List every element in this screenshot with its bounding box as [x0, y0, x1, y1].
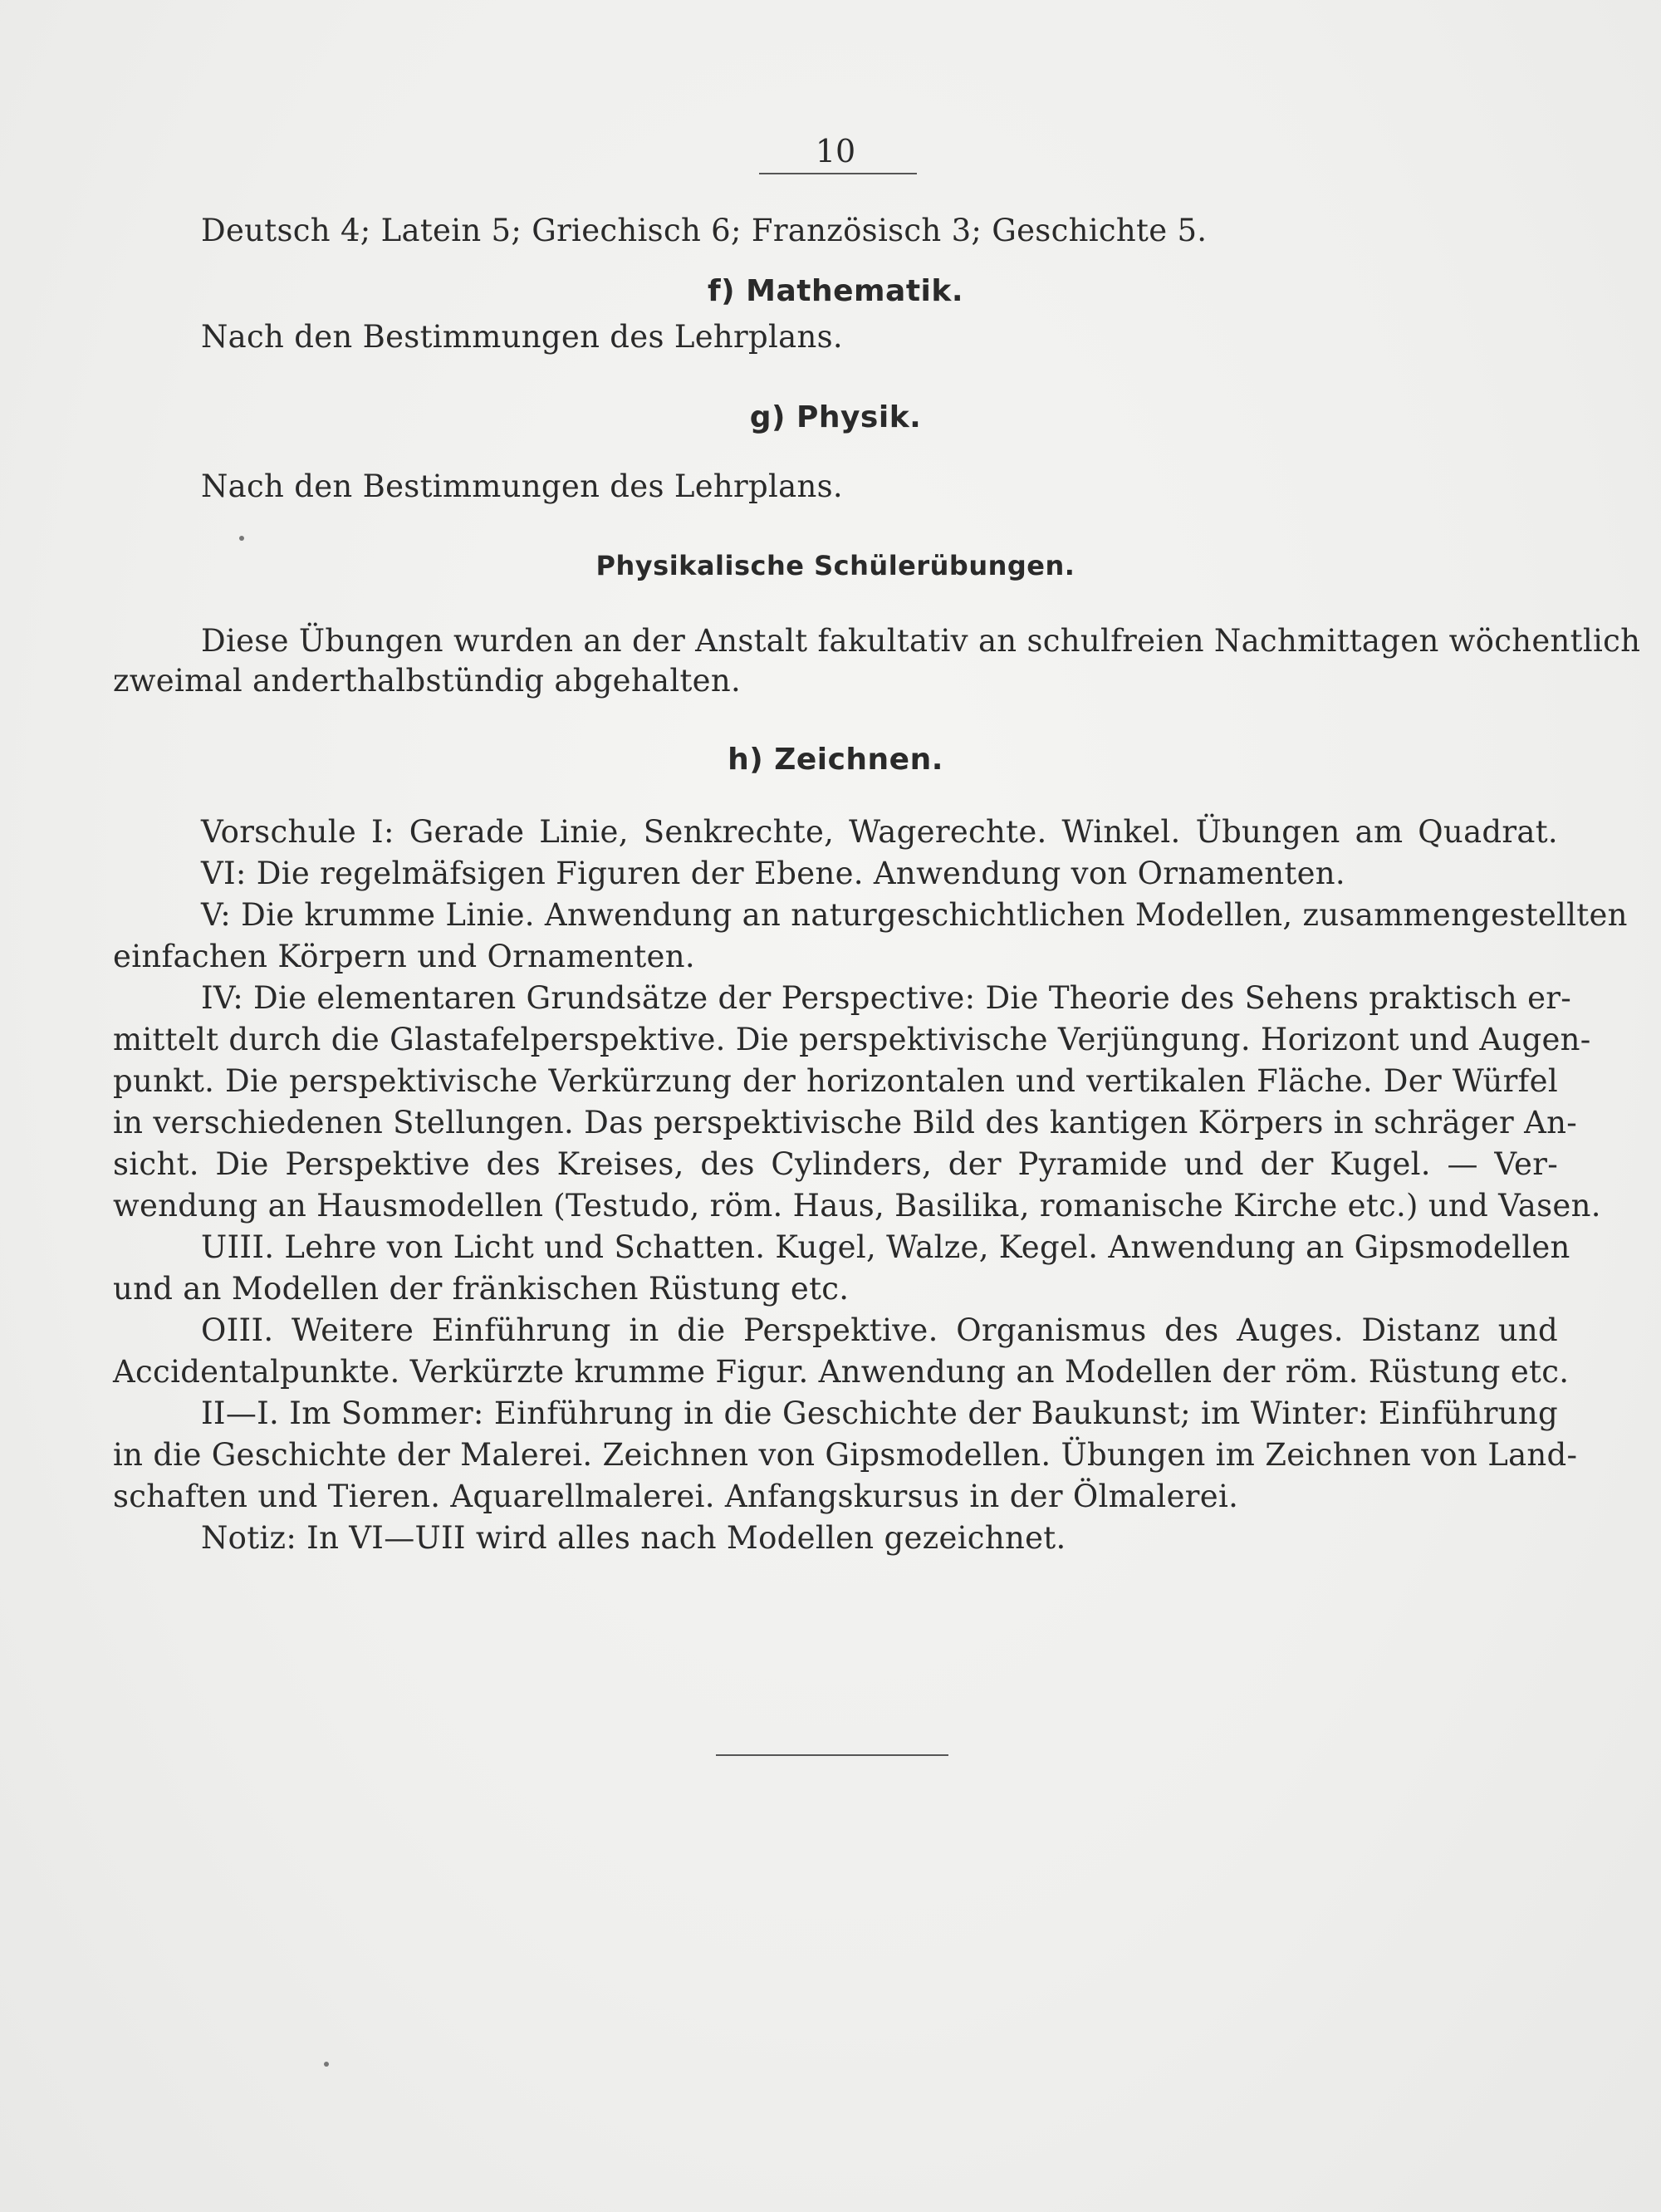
heading-physik: g) Physik. [749, 400, 922, 434]
zeichnen-line: Vorschule I: Gerade Linie, Senkrechte, Wagerechte. Winkel. Übungen am Quadrat. [201, 814, 1558, 850]
zeichnen-line: IV: Die elementaren Grundsätze der Perspective: Die Theorie des Sehens praktisch er- [201, 980, 1572, 1016]
header-rule [759, 173, 917, 174]
zeichnen-line: einfachen Körpern und Ornamenten. [113, 939, 695, 974]
zeichnen-line: II—I. Im Sommer: Einführung in die Geschichte der Baukunst; im Winter: Einführung [201, 1395, 1558, 1431]
paper-speck [324, 2062, 329, 2067]
footer-rule [716, 1754, 948, 1756]
physik-text: Nach den Bestimmungen des Lehrplans. [201, 468, 843, 504]
zeichnen-line: sicht. Die Perspektive des Kreises, des Cylinders, der Pyramide und der Kugel. — Ver- [113, 1146, 1558, 1182]
zeichnen-line: Notiz: In VI—UII wird alles nach Modellen gezeichnet. [201, 1520, 1066, 1556]
paper-speck [239, 536, 244, 541]
zeichnen-line: wendung an Hausmodellen (Testudo, röm. Haus, Basilika, romanische Kirche etc.) und Vasen. [113, 1188, 1601, 1224]
zeichnen-line: mittelt durch die Glastafelperspektive. Die perspektivische Verjüngung. Horizont und Augen- [113, 1022, 1591, 1057]
heading-mathematik: f) Mathematik. [708, 274, 963, 308]
zeichnen-line: in verschiedenen Stellungen. Das perspektivische Bild des kantigen Körpers in schräger An- [113, 1105, 1578, 1140]
mathematik-text: Nach den Bestimmungen des Lehrplans. [201, 319, 843, 355]
physik-paragraph-line-2: zweimal anderthalbstündig abgehalten. [113, 663, 742, 699]
zeichnen-line: OIII. Weitere Einführung in die Perspektive. Organismus des Auges. Distanz und [201, 1312, 1558, 1348]
zeichnen-line: und an Modellen der fränkischen Rüstung etc. [113, 1271, 850, 1307]
zeichnen-line: Accidentalpunkte. Verkürzte krumme Figur. Anwendung an Modellen der röm. Rüstung etc. [113, 1354, 1570, 1390]
zeichnen-line: V: Die krumme Linie. Anwendung an naturgeschichtlichen Modellen, zusammengestellten [201, 897, 1628, 933]
zeichnen-line: punkt. Die perspektivische Verkürzung der horizontalen und vertikalen Fläche. Der Würfel [113, 1063, 1558, 1099]
page-number: 10 [815, 133, 856, 169]
heading-zeichnen: h) Zeichnen. [728, 743, 943, 777]
zeichnen-line: in die Geschichte der Malerei. Zeichnen von Gipsmodellen. Übungen im Zeichnen von Land- [113, 1437, 1578, 1473]
physik-paragraph-line-1: Diese Übungen wurden an der Anstalt fakultativ an schulfreien Nachmittagen wöchentlich [201, 623, 1641, 659]
subheading-schueleruebungen: Physikalische Schülerübungen. [595, 550, 1075, 581]
zeichnen-line: UIII. Lehre von Licht und Schatten. Kugel, Walze, Kegel. Anwendung an Gipsmodellen [201, 1229, 1570, 1265]
zeichnen-line: VI: Die regelmäfsigen Figuren der Ebene. Anwendung von Ornamenten. [201, 856, 1345, 891]
zeichnen-line: schaften und Tieren. Aquarellmalerei. Anfangskursus in der Ölmalerei. [113, 1479, 1239, 1514]
intro-line: Deutsch 4; Latein 5; Griechisch 6; Französisch 3; Geschichte 5. [201, 213, 1208, 248]
